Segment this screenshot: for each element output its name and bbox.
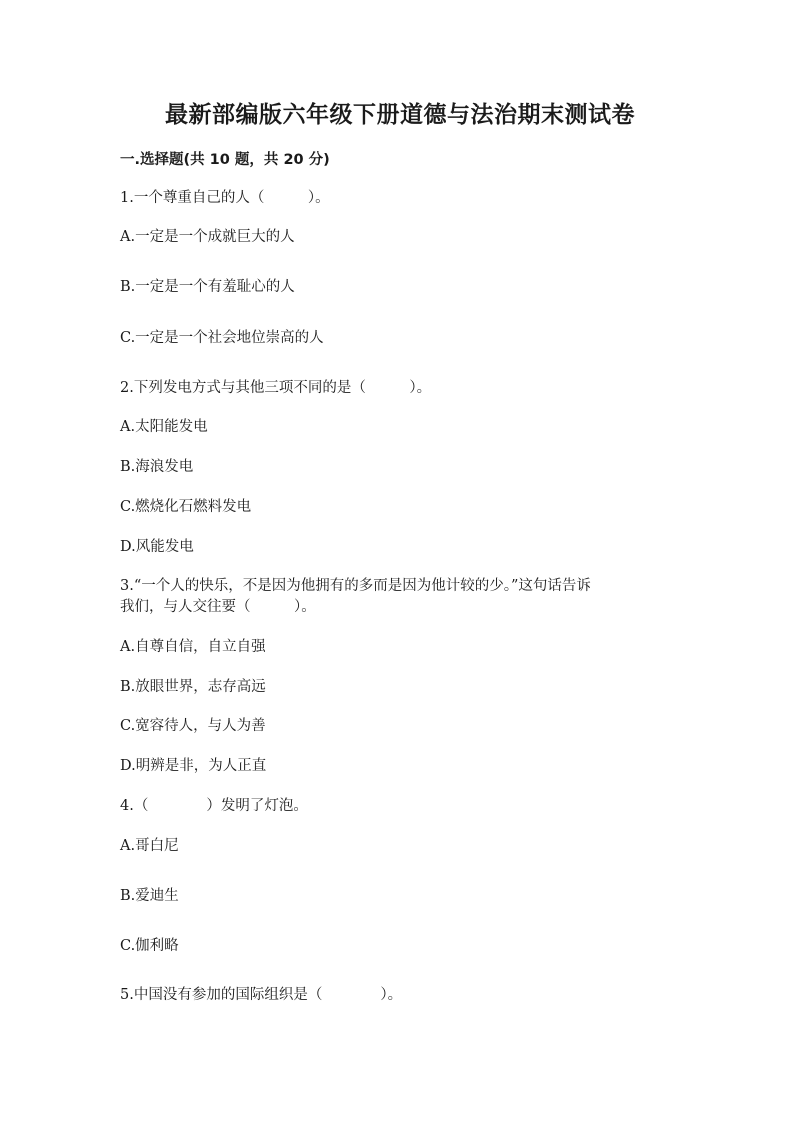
question-3-stem-line-2: 我们，与人交往要（ ）。 [120,599,316,615]
question-3-stem-line-1: 3.“一个人的快乐，不是因为他拥有的多而是因为他计较的少。”这句话告诉 [120,578,591,594]
question-2-option-c: C.燃烧化石燃料发电 [120,499,252,515]
section-heading: 一.选择题(共 10 题，共 20 分) [120,152,330,168]
question-2-stem: 2.下列发电方式与其他三项不同的是（ ）。 [120,380,432,396]
page-title: 最新部编版六年级下册道德与法治期末测试卷 [165,102,635,128]
question-4-stem: 4.（ ）发明了灯泡。 [120,798,308,814]
question-5-stem: 5.中国没有参加的国际组织是（ ）。 [120,987,403,1003]
question-2-option-d: D.风能发电 [120,539,194,555]
question-1-option-a: A.一定是一个成就巨大的人 [120,229,295,245]
question-3-option-c: C.宽容待人，与人为善 [120,718,266,734]
question-1-stem: 1.一个尊重自己的人（ ）。 [120,190,330,206]
question-3-option-d: D.明辨是非，为人正直 [120,758,267,774]
question-4-option-c: C.伽利略 [120,938,179,954]
question-2-option-a: A.太阳能发电 [120,419,208,435]
question-2-option-b: B.海浪发电 [120,459,194,475]
question-3-option-a: A.自尊自信，自立自强 [120,639,266,655]
question-1-option-c: C.一定是一个社会地位崇高的人 [120,330,324,346]
question-4-option-b: B.爱迪生 [120,888,179,904]
question-3-option-b: B.放眼世界，志存高远 [120,679,266,695]
question-1-option-b: B.一定是一个有羞耻心的人 [120,279,295,295]
question-4-option-a: A.哥白尼 [120,838,179,854]
